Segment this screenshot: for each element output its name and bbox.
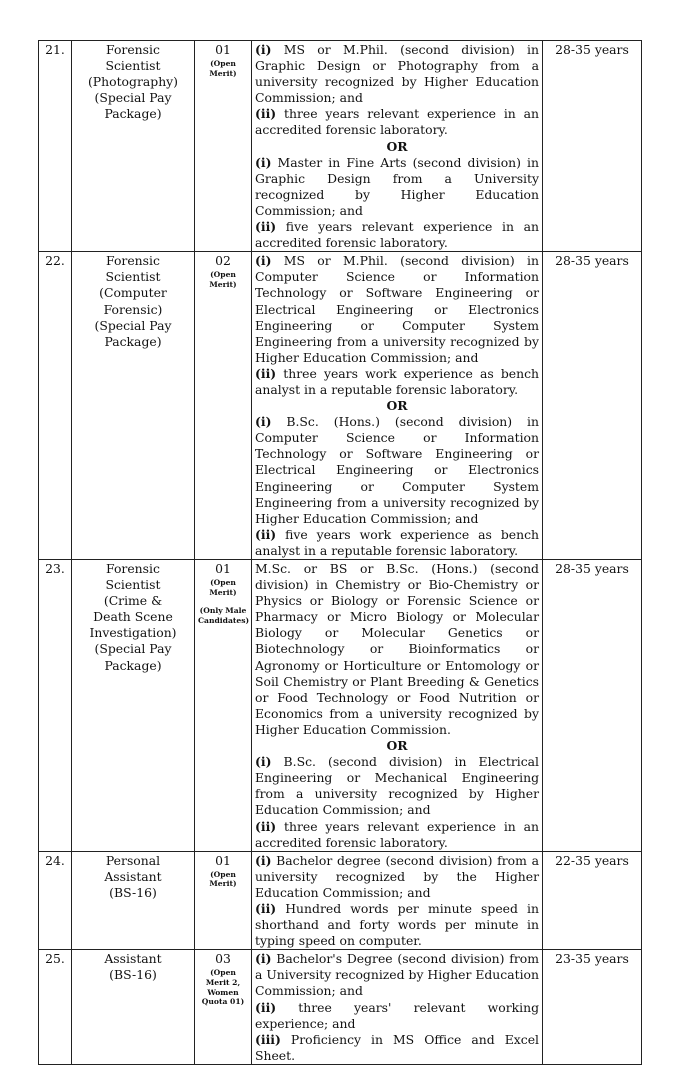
item-text: three years work experience as bench analyst in a reputable forensic laboratory. bbox=[255, 365, 539, 397]
post-name-line: Scientist bbox=[105, 577, 161, 593]
qualification-item bbox=[255, 414, 539, 527]
seats-cell bbox=[195, 950, 252, 1065]
item-marker: (ii) bbox=[255, 900, 277, 916]
item-marker: (i) bbox=[255, 42, 272, 57]
seats-cell bbox=[195, 851, 252, 950]
age-limit-cell: 23-35 years bbox=[543, 950, 642, 1065]
item-text: Bachelor degree (second division) from a university recognized by the Higher Education Commission; and bbox=[255, 852, 539, 900]
qualification-item bbox=[255, 366, 539, 398]
post-name-line: (Special Pay bbox=[94, 317, 172, 333]
post-name-line: Personal bbox=[105, 852, 161, 868]
post-name-line: Package) bbox=[104, 657, 162, 673]
item-text: three years relevant experience in an accredited forensic laboratory. bbox=[255, 106, 539, 138]
vacancy-table bbox=[38, 40, 642, 1065]
serial-number-cell: 22. bbox=[39, 252, 72, 560]
qualification-item bbox=[255, 106, 539, 138]
seat-count: 01 bbox=[215, 42, 231, 57]
item-text: three years' relevant working experience; and bbox=[255, 999, 539, 1031]
seat-count: 02 bbox=[215, 253, 231, 269]
table-row bbox=[39, 41, 642, 252]
item-text: Proficiency in MS Office and Excel Sheet. bbox=[255, 1031, 539, 1063]
item-text: three years relevant experience in an accredited forensic laboratory. bbox=[255, 818, 539, 850]
item-text: B.Sc. (second division) in Electrical Engineering or Mechanical Engineering from a university recognized by Higher Education Commission; and bbox=[255, 754, 539, 818]
qualification-item bbox=[255, 155, 539, 219]
qualification-cell bbox=[252, 252, 543, 560]
seat-quota-note: (Open Merit) bbox=[209, 59, 237, 78]
post-name-line: (Crime & bbox=[103, 593, 163, 609]
seat-count: 03 bbox=[215, 951, 231, 967]
item-marker: (ii) bbox=[255, 818, 277, 834]
post-name-line: Investigation) bbox=[89, 625, 177, 641]
seat-quota-note: (Open Merit) bbox=[209, 578, 237, 597]
item-marker: (ii) bbox=[255, 219, 277, 235]
qualification-item bbox=[255, 527, 539, 559]
seat-quota-note: (Open Merit) bbox=[209, 869, 237, 889]
seat-quota-note: (Open Merit 2, Women Quota 01) bbox=[201, 968, 245, 1007]
post-name-line: Forensic bbox=[106, 561, 160, 576]
post-name-line: Scientist bbox=[105, 58, 161, 74]
post-name-cell bbox=[72, 252, 195, 560]
post-name-line: Forensic bbox=[106, 42, 160, 57]
item-marker: (i) bbox=[255, 754, 272, 770]
qualification-item bbox=[255, 951, 539, 999]
item-text: MS or M.Phil. (second division) in Computer Science or Information Technology or Software Engineering or Electrical Engineering or Electronics Engineering or Computer System Engineering from a university recognized by Higher Education Commission; and bbox=[255, 253, 539, 365]
seat-count: 01 bbox=[215, 561, 231, 576]
serial-number-cell: 25. bbox=[39, 950, 72, 1065]
post-name-line: Assistant bbox=[104, 868, 162, 884]
item-text: M.Sc. or BS or B.Sc. (Hons.) (second division) in Chemistry or Bio-Chemistry or Physics or Biology or Forensic Science or Pharmacy or Micro Biology or Molecular Biology or Molecular Genetics or Biotechnology or Bioinformatics or Agronomy or Horticulture or Entomology or Soil Chemistry or Plant Breeding & Genetics or Food Technology or Food Nutrition or Economics from a university recognized by Higher Education Commission. bbox=[255, 561, 539, 737]
age-limit-cell: 28-35 years bbox=[543, 560, 642, 852]
table-row bbox=[39, 851, 642, 950]
post-name-line: Assistant bbox=[104, 951, 162, 967]
table-row bbox=[39, 560, 642, 852]
item-marker: (i) bbox=[255, 414, 272, 430]
post-name-line: (Photography) bbox=[87, 74, 179, 90]
table-row bbox=[39, 950, 642, 1065]
qualification-item bbox=[255, 42, 539, 106]
qualification-cell bbox=[252, 950, 543, 1065]
item-text: MS or M.Phil. (second division) in Graphic Design or Photography from a university recognized by Higher Education Commission; and bbox=[255, 42, 539, 106]
serial-number-cell: 23. bbox=[39, 560, 72, 852]
qualification-cell bbox=[252, 41, 543, 252]
item-marker: (i) bbox=[255, 154, 272, 170]
seat-eligibility-note: (Only Male Candidates) bbox=[198, 606, 250, 625]
age-limit-cell: 28-35 years bbox=[543, 252, 642, 560]
item-marker: (i) bbox=[255, 852, 272, 868]
qualification-item bbox=[255, 901, 539, 949]
item-marker: (i) bbox=[255, 253, 272, 269]
serial-number-cell: 21. bbox=[39, 41, 72, 252]
post-name-line: (BS-16) bbox=[109, 884, 157, 900]
post-name-line: (Computer bbox=[99, 285, 167, 301]
or-separator: OR bbox=[386, 398, 408, 414]
qualification-item bbox=[255, 561, 539, 738]
item-text: Hundred words per minute speed in shorthand and forty words per minute in typing speed on computer. bbox=[255, 900, 539, 949]
item-text: five years work experience as bench analyst in a reputable forensic laboratory. bbox=[255, 526, 539, 558]
item-text: Master in Fine Arts (second division) in Graphic Design from a University recognized by Higher Education Commission; and bbox=[255, 154, 539, 218]
item-marker: (i) bbox=[255, 951, 272, 967]
seats-cell bbox=[195, 41, 252, 252]
post-name-line: Package) bbox=[104, 333, 162, 349]
qualification-item bbox=[255, 253, 539, 366]
qualification-item bbox=[255, 853, 539, 901]
post-name-line: Forensic) bbox=[103, 301, 163, 317]
item-marker: (ii) bbox=[255, 526, 277, 542]
post-name-line: Package) bbox=[104, 106, 162, 122]
post-name-cell bbox=[72, 41, 195, 252]
age-limit-cell: 28-35 years bbox=[543, 41, 642, 252]
qualification-cell bbox=[252, 560, 543, 852]
item-marker: (ii) bbox=[255, 106, 277, 122]
post-name-line: Death Scene bbox=[93, 609, 173, 625]
post-name-line: Scientist bbox=[105, 269, 161, 285]
post-name-cell bbox=[72, 560, 195, 852]
seats-cell bbox=[195, 560, 252, 852]
item-marker: (ii) bbox=[255, 999, 277, 1015]
post-name-cell bbox=[72, 950, 195, 1065]
item-text: B.Sc. (Hons.) (second division) in Computer Science or Information Technology or Software Engineering or Electrical Engineering or Electronics Engineering or Computer System Engineering from a university recognized by Higher Education Commission; and bbox=[255, 414, 539, 526]
qualification-item bbox=[255, 219, 539, 251]
post-name-cell bbox=[72, 851, 195, 950]
item-text: five years relevant experience in an accredited forensic laboratory. bbox=[255, 219, 539, 251]
serial-number-cell: 24. bbox=[39, 851, 72, 950]
age-limit-cell: 22-35 years bbox=[543, 851, 642, 950]
qualification-cell bbox=[252, 851, 543, 950]
item-text: Bachelor's Degree (second division) from a University recognized by Higher Education Commission; and bbox=[255, 951, 539, 999]
seat-count: 01 bbox=[215, 852, 231, 868]
qualification-item bbox=[255, 819, 539, 851]
item-marker: (iii) bbox=[255, 1031, 281, 1047]
or-separator: OR bbox=[386, 138, 408, 154]
post-name-line: (Special Pay bbox=[94, 90, 172, 106]
qualification-item bbox=[255, 754, 539, 818]
seats-cell bbox=[195, 252, 252, 560]
seat-quota-note: (Open Merit) bbox=[209, 270, 237, 289]
item-marker: (ii) bbox=[255, 365, 277, 381]
post-name-line: (Special Pay bbox=[94, 641, 172, 657]
post-name-line: Forensic bbox=[106, 253, 160, 269]
qualification-item bbox=[255, 1000, 539, 1032]
or-separator: OR bbox=[386, 738, 408, 754]
table-row bbox=[39, 252, 642, 560]
vacancy-table-body bbox=[39, 41, 642, 1065]
qualification-item bbox=[255, 1032, 539, 1064]
post-name-line: (BS-16) bbox=[109, 967, 157, 983]
